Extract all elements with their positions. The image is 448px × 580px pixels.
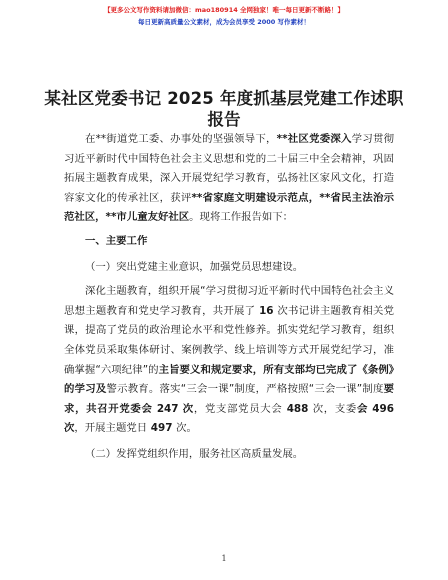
subsection-heading-1: （一）突出党建主业意识，加强党员思想建设。 bbox=[85, 260, 304, 273]
document-title bbox=[40, 88, 408, 130]
para1-run: 次书记讲主题教育相关党课，提高了党员的政治理论水平和党性修养。抓实党纪学习教育，组织全体党员采取集体研讨、案例教学、线上培训等方式开展党纪学习，准确掌握“六项纪律”的 bbox=[64, 304, 395, 376]
para1-run: 488 bbox=[282, 402, 313, 415]
para1-run: 要求，共召开党委会 247 次 bbox=[64, 383, 395, 415]
intro-run: 学习贯彻习近平新时代中国特色社会主义思想和党的二十届三中全会精神，巩固拓展主题教育成果，深入开展党纪学习教育，弘扬社区家风文化，打造容家文化的传承社区，获评 bbox=[64, 133, 395, 204]
promo-line-2: 每日更新高质量公文素材，成为会员享受 2000 写作素材！ bbox=[137, 18, 311, 26]
title-line-2: 报告 bbox=[207, 110, 241, 129]
para1-run: 警示教育。落实“三会一课”制度，严格按照“三会一课”制度 bbox=[106, 383, 384, 396]
subsection-heading-2: （二）发挥党组织作用，服务社区高质量发展。 bbox=[85, 447, 304, 460]
intro-run: **社区党委深入 bbox=[276, 133, 352, 145]
paragraph-theme-education bbox=[64, 282, 394, 439]
para1-run: 497 bbox=[147, 422, 177, 435]
title-line-1: 某社区党委书记 2025 年度抓基层党建工作述职 bbox=[44, 89, 404, 108]
intro-run: 。现将工作报告如下： bbox=[189, 211, 294, 224]
para1-run: 次，支委 bbox=[312, 402, 357, 415]
promo-line-1: 【更多公文写作资料请加微信：mao180914 全网独家！唯一每日更新不断路！】 bbox=[103, 6, 345, 14]
para1-run: 会 496 次 bbox=[64, 402, 395, 435]
intro-paragraph bbox=[64, 130, 394, 228]
para1-run: 主旨要义和规定要求，所有支部均已完成了《条例》的学习及 bbox=[64, 363, 394, 396]
para1-run: 深化主题教育，组织开展“学习贯彻习近平新时代中国特色社会主义思想主题教育和党史学习教育，共开展了 bbox=[64, 285, 394, 317]
para1-run: ，开展主题党日 bbox=[74, 422, 148, 435]
section-heading-main-work: 一、主要工作 bbox=[85, 234, 148, 247]
intro-run: **省家庭文明建设示范点，**省民主法治示范社区，**市儿童友好社区 bbox=[64, 191, 395, 224]
para1-run: ，党支部党员大会 bbox=[193, 402, 283, 415]
document-body bbox=[64, 130, 394, 470]
intro-run: 在**街道党工委、办事处的坚强领导下， bbox=[85, 133, 277, 145]
para1-run: 次。 bbox=[176, 422, 197, 435]
para1-run: 16 bbox=[255, 304, 278, 317]
page-number: 1 bbox=[221, 554, 227, 563]
